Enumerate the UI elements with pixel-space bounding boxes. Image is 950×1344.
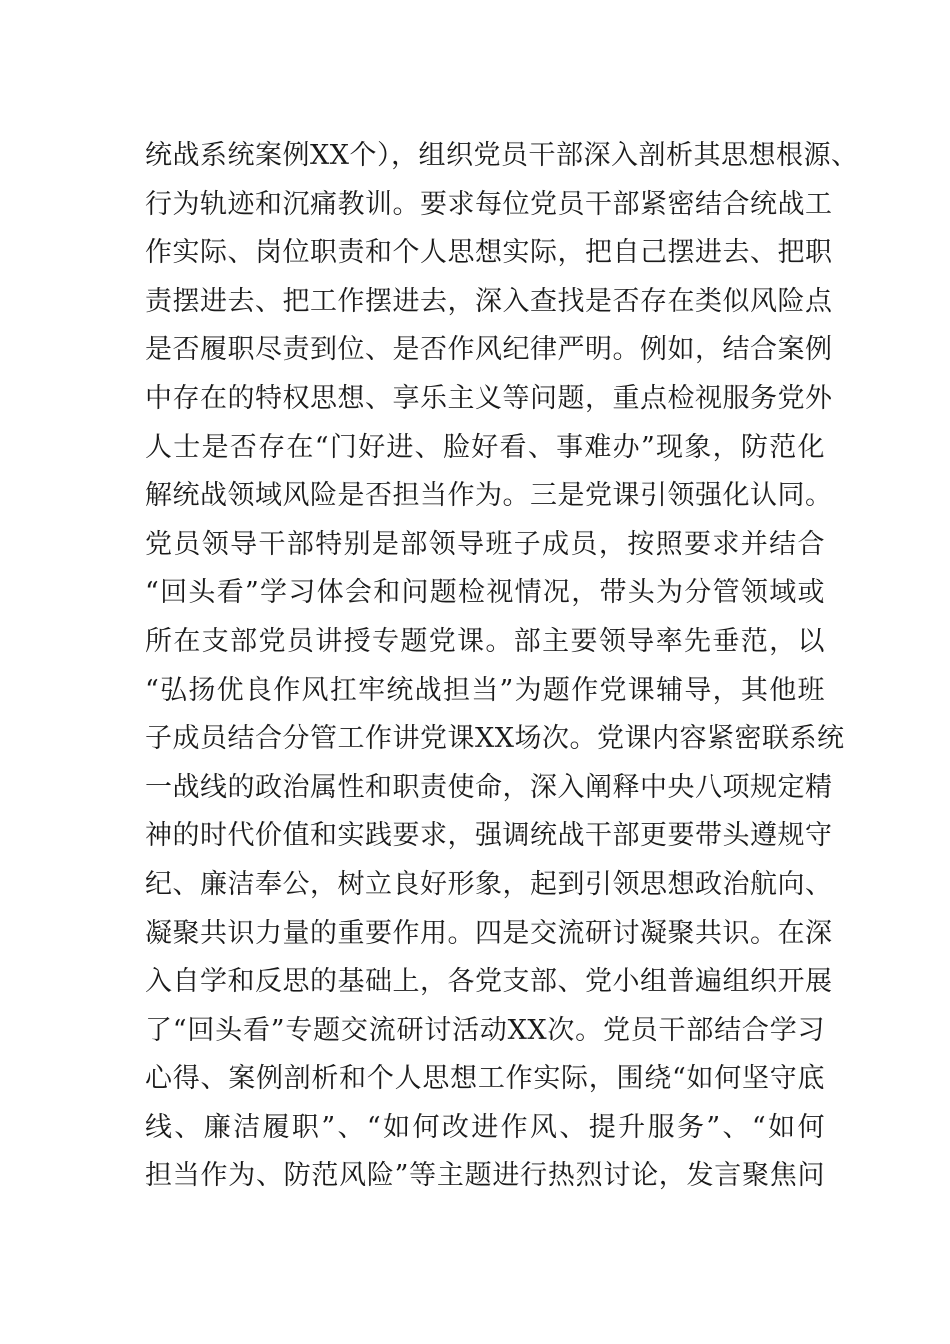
- text-line: 人士是否存在“门好进、脸好看、事难办”现象，防范化: [145, 431, 825, 463]
- text-line: 心得、案例剖析和个人思想工作实际，围绕“如何坚守底: [145, 1063, 825, 1095]
- text-line: 了“回头看”专题交流研讨活动XX次。党员干部结合学习: [145, 1014, 825, 1046]
- text-line: 是否履职尽责到位、是否作风纪律严明。例如，结合案例: [145, 334, 833, 366]
- text-line: 行为轨迹和沉痛教训。要求每位党员干部紧密结合统战工: [145, 188, 833, 220]
- text-line: “回头看”学习体会和问题检视情况，带头为分管领域或: [145, 577, 825, 609]
- text-line: 凝聚共识力量的重要作用。四是交流研讨凝聚共识。在深: [145, 917, 833, 949]
- text-line: 党员领导干部特别是部领导班子成员，按照要求并结合: [145, 528, 825, 560]
- text-line: 作实际、岗位职责和个人思想实际，把自己摆进去、把职: [145, 237, 833, 269]
- text-line: 神的时代价值和实践要求，强调统战干部更要带头遵规守: [145, 820, 833, 852]
- text-line: 统战系统案例XX个），组织党员干部深入剖析其思想根源、: [145, 140, 859, 171]
- body-text: [145, 132, 859, 1201]
- text-line: 子成员结合分管工作讲党课XX场次。党课内容紧密联系统: [145, 723, 845, 755]
- text-line: 担当作为、防范风险”等主题进行热烈讨论，发言聚焦问: [145, 1160, 825, 1192]
- text-line: 所在支部党员讲授专题党课。部主要领导率先垂范，以: [145, 625, 825, 657]
- text-line: 纪、廉洁奉公，树立良好形象，起到引领思想政治航向、: [145, 868, 833, 900]
- text-line: 中存在的特权思想、享乐主义等问题，重点检视服务党外: [145, 382, 833, 414]
- text-line: “弘扬优良作风扛牢统战担当”为题作党课辅导，其他班: [145, 674, 825, 706]
- text-line: 一战线的政治属性和职责使命，深入阐释中央八项规定精: [145, 771, 833, 803]
- text-line: 线、廉洁履职”、“如何改进作风、提升服务”、“如何: [145, 1111, 825, 1143]
- text-line: 责摆进去、把工作摆进去，深入查找是否存在类似风险点: [145, 285, 833, 317]
- text-line: 入自学和反思的基础上，各党支部、党小组普遍组织开展: [145, 966, 833, 998]
- text-line: 解统战领域风险是否担当作为。三是党课引领强化认同。: [145, 480, 833, 512]
